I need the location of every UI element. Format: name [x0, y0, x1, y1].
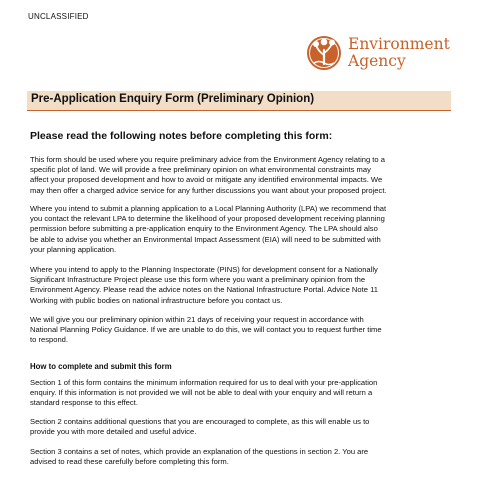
paragraph-line: advised to read these carefully before completing this form. — [30, 457, 229, 467]
notes-paragraph-2 — [30, 204, 460, 255]
paragraph-line: your planning application. — [30, 244, 117, 254]
how-to-paragraph-1 — [30, 378, 460, 409]
how-to-paragraph-2 — [30, 417, 460, 437]
paragraph-line: Section 2 contains additional questions that you are encouraged to complete, as this will enable us to — [30, 417, 370, 426]
notes-heading: Please read the following notes before completing this form: — [30, 130, 333, 142]
paragraph-line: This form should be used where you require preliminary advice from the Environment Agency relating to a — [30, 155, 385, 164]
paragraph-line: We will give you our preliminary opinion within 21 days of receiving your request in accordance with — [30, 315, 364, 324]
how-to-heading: How to complete and submit this form — [30, 362, 172, 371]
paragraph-line: permission before submitting a pre-application enquiry to the Environment Agency. The LPA should also — [30, 224, 378, 234]
paragraph-line: affect your proposed development and how to avoid or mitigate any identified environmental impacts. We — [30, 175, 383, 185]
paragraph-line: enquiry. If this information is not provided we will not be able to deal with your enquiry and will return a — [30, 388, 373, 398]
paragraph-line: may then offer a charged advice service for any further discussions you want about your proposed project. — [30, 185, 387, 195]
paragraph-line: provide you with more detailed and useful advice. — [30, 427, 197, 437]
form-title: Pre-Application Enquiry Form (Preliminary Opinion) — [31, 93, 315, 105]
paragraph-line: Working with public bodies on national infrastructure before you contact us. — [30, 295, 283, 305]
paragraph-line: you contact the relevant LPA to determine the likelihood of your proposed development receiving planning — [30, 214, 385, 224]
environment-agency-logo — [305, 33, 455, 78]
notes-paragraph-3 — [30, 265, 460, 306]
paragraph-line: standard response to this effect. — [30, 398, 138, 408]
paragraph-line: to respond. — [30, 335, 68, 345]
logo-wordmark — [348, 36, 450, 70]
paragraph-line: Section 3 contains a set of notes, which provide an explanation of the questions in section 2. You are — [30, 447, 369, 456]
logo-line-2: Agency — [348, 52, 406, 70]
how-to-paragraph-3 — [30, 447, 460, 467]
environment-agency-emblem-icon — [305, 33, 345, 75]
classification-label: UNCLASSIFIED — [28, 12, 89, 21]
paragraph-line: Where you intend to submit a planning application to a Local Planning Authority (LPA) we recommend that — [30, 204, 387, 213]
paragraph-line: Significant Infrastructure Project please use this form where you want a preliminary opinion from the — [30, 275, 366, 285]
paragraph-line: specific plot of land. We will provide a free preliminary opinion on what environmental constraints may — [30, 165, 371, 175]
paragraph-line: Where you intend to apply to the Planning Inspectorate (PINS) for development consent for a Nationally — [30, 265, 378, 274]
paragraph-line: Environment Agency. Please read the advice notes on the National Infrastructure Portal. Advice Note 11 — [30, 285, 378, 295]
notes-paragraph-1 — [30, 155, 460, 196]
logo-line-1: Environment — [348, 35, 450, 53]
paragraph-line: Section 1 of this form contains the minimum information required for us to deal with your pre-application — [30, 378, 378, 387]
paragraph-line: National Planning Policy Guidance. If we are unable to do this, we will contact you to request further time — [30, 325, 382, 335]
paragraph-line: be able to advise you whether an Environmental Impact Assessment (EIA) will need to be submitted with — [30, 234, 381, 244]
notes-paragraph-4 — [30, 315, 460, 346]
